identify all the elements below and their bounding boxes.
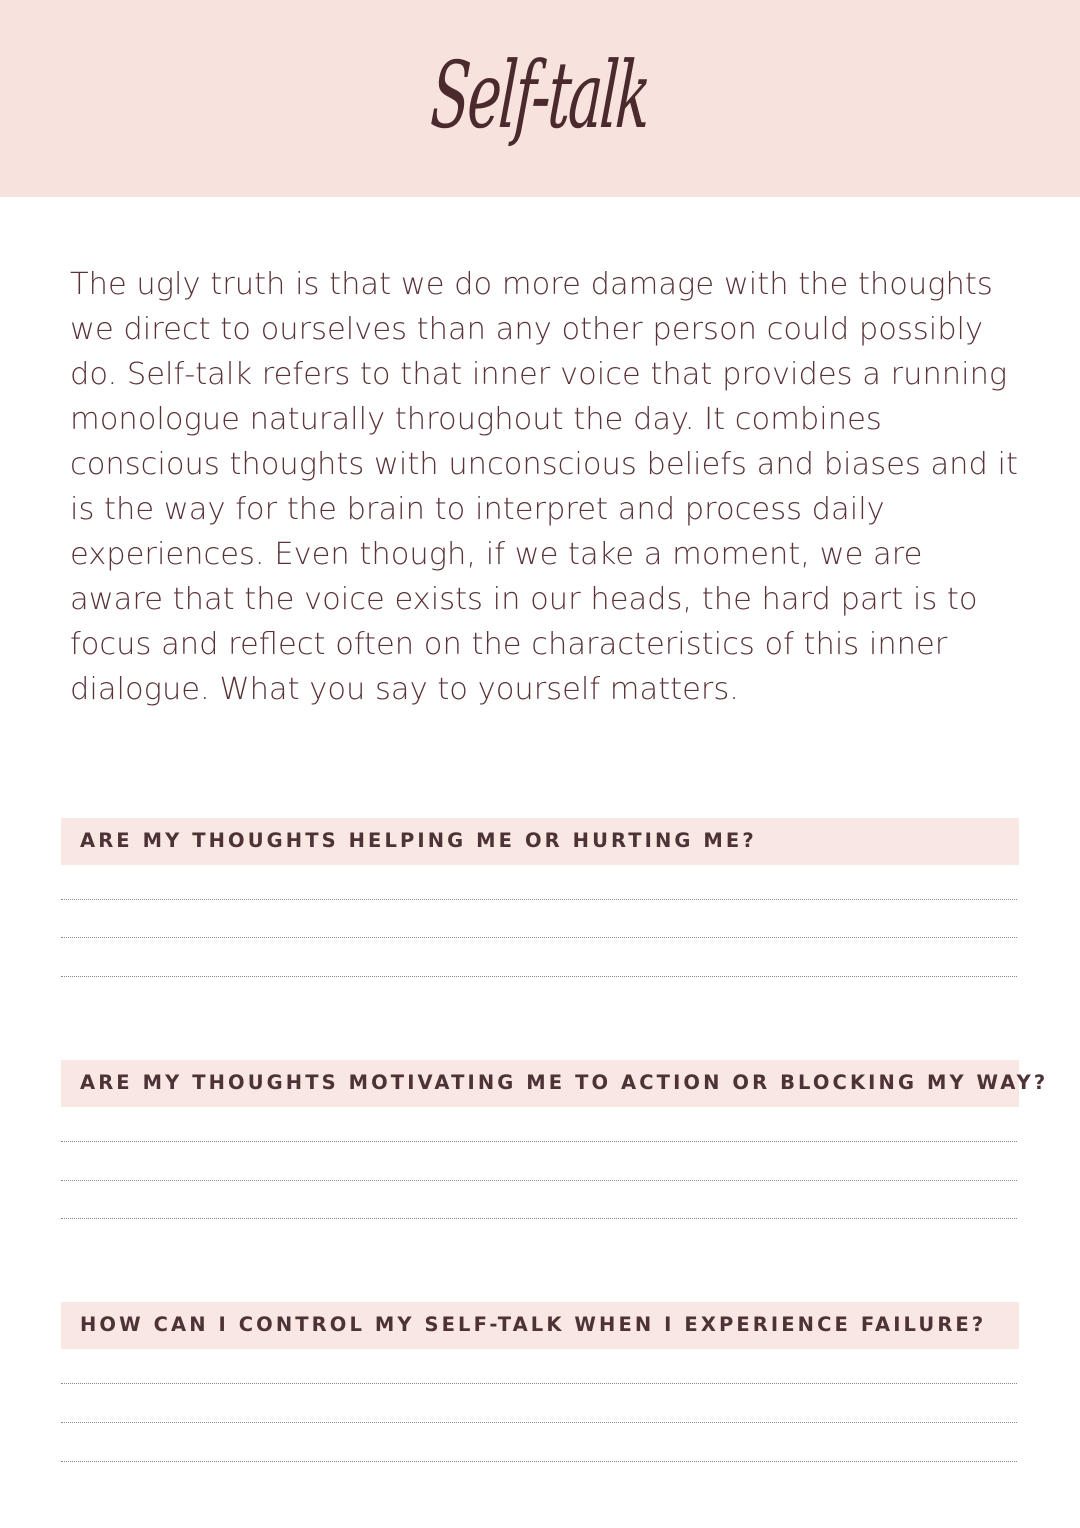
intro-paragraph: The ugly truth is that we do more damage with the thoughts we direct to ourselves than any other person could possibly do. Self-talk refers to that inner voice that provides a running monologue naturally throughout the day. It combines conscious thoughts with unconscious beliefs and biases and it is the way for the brain to interpret and process daily experiences. Even though, if we take a moment, we are aware that the voice exists in our heads, the hard part is to focus and reflect often on the characteristics of this inner dialogue. What you say to yourself matters. (70, 267, 1018, 707)
answer-line[interactable] (61, 1218, 1017, 1219)
answer-line[interactable] (61, 937, 1017, 938)
answer-line[interactable] (61, 1180, 1017, 1181)
answer-line[interactable] (61, 976, 1017, 977)
answer-line[interactable] (61, 1141, 1017, 1142)
answer-line[interactable] (61, 1461, 1017, 1462)
prompt-question: ARE MY THOUGHTS HELPING ME OR HURTING ME? (80, 829, 757, 852)
prompt-heading-1 (61, 818, 1019, 865)
page-title: Self-talk (428, 42, 652, 149)
title-area (0, 0, 1080, 197)
prompt-question: HOW CAN I CONTROL MY SELF-TALK WHEN I EXPERIENCE FAILURE? (80, 1313, 987, 1336)
prompt-heading-3 (61, 1302, 1019, 1349)
answer-line[interactable] (61, 1422, 1017, 1423)
answer-line[interactable] (61, 1383, 1017, 1384)
answer-line[interactable] (61, 899, 1017, 900)
prompt-heading-2 (61, 1060, 1049, 1107)
prompt-question: ARE MY THOUGHTS MOTIVATING ME TO ACTION OR BLOCKING MY WAY? (80, 1071, 1049, 1094)
